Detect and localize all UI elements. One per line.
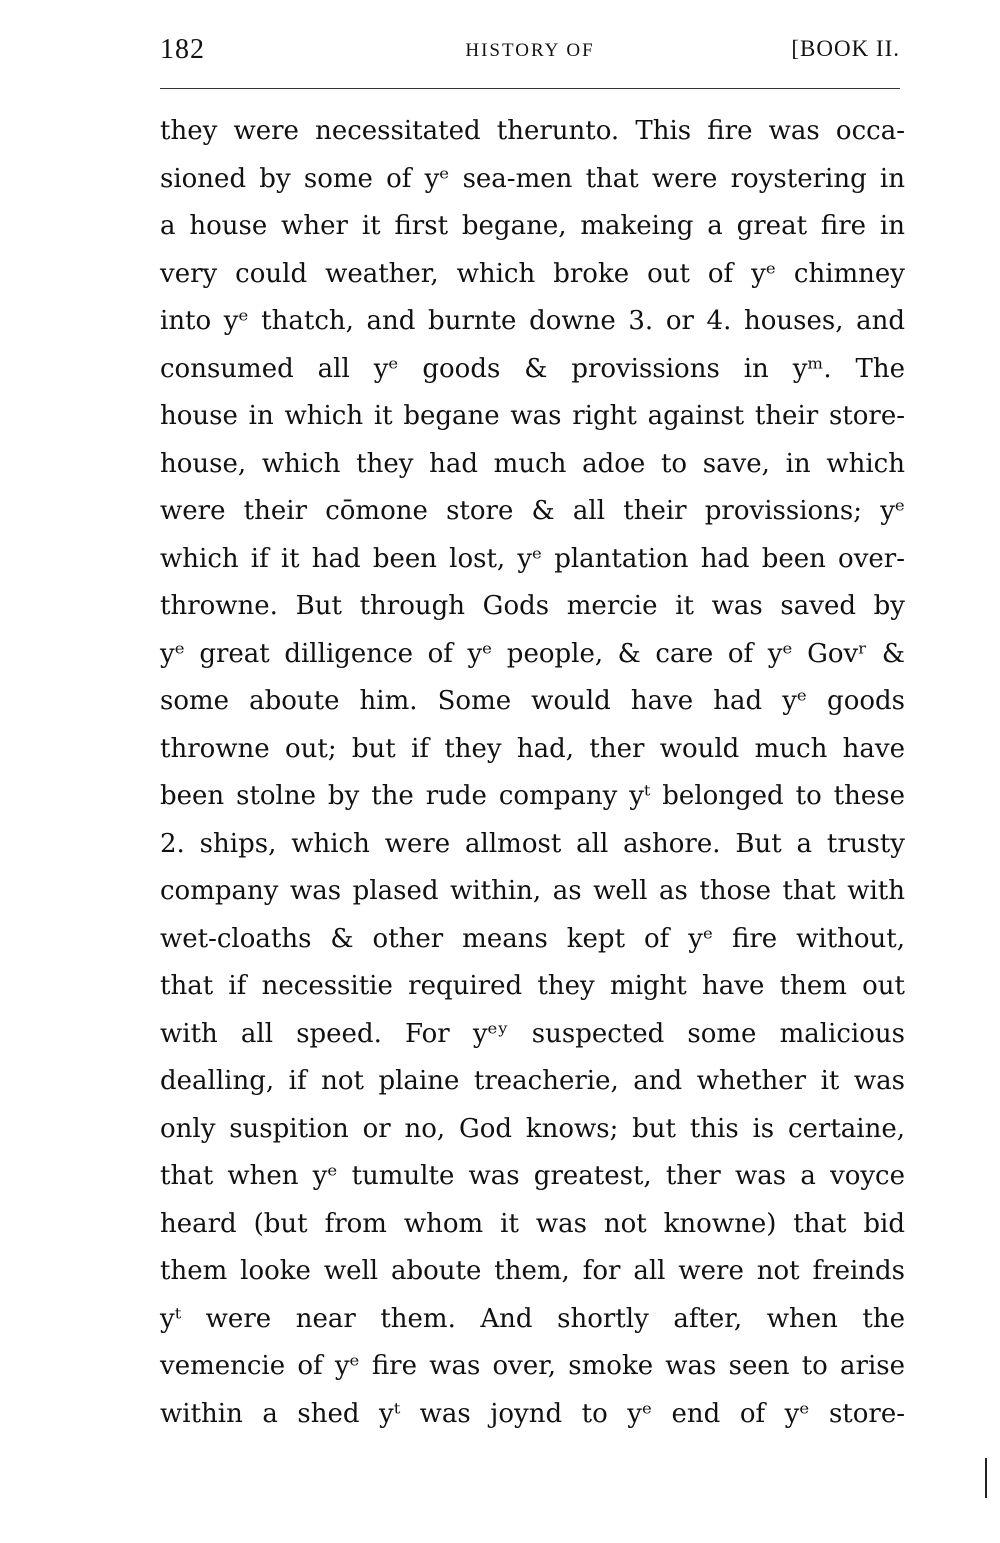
- text-line: that when yᵉ tumulte was greatest, ther was a voyce: [160, 1161, 905, 1191]
- text-line: which if it had been lost, yᵉ plantation had been over-: [160, 543, 905, 574]
- text-line: consumed all yᵉ goods & provissions in yᵐ. The: [160, 353, 905, 384]
- page-number: 182: [160, 34, 205, 65]
- running-header: [160, 34, 900, 74]
- text-line: 2. ships, which were allmost all ashore. But a trusty: [160, 828, 905, 859]
- running-title: HISTORY OF: [465, 40, 595, 61]
- text-line: they were necessitated therunto. This fire was occa-: [160, 116, 905, 146]
- text-line: house, which they had much adoe to save, in which: [160, 448, 905, 479]
- text-line: yᵗ were near them. And shortly after, when the: [160, 1303, 905, 1334]
- text-line: wet-cloaths & other means kept of yᵉ fire without,: [160, 923, 905, 954]
- text-line: sioned by some of yᵉ sea-men that were roystering in: [160, 163, 905, 194]
- text-line: within a shed yᵗ was joynd to yᵉ end of yᵉ store-: [160, 1398, 905, 1429]
- text-line: some aboute him. Some would have had yᵉ goods: [160, 686, 905, 716]
- text-line: into yᵉ thatch, and burnte downe 3. or 4. houses, and: [160, 306, 905, 336]
- text-line: throwne. But through Gods mercie it was saved by: [160, 591, 905, 621]
- text-line: only suspition or no, God knows; but this is certaine,: [160, 1113, 905, 1144]
- text-line: been stolne by the rude company yᵗ belonged to these: [160, 781, 905, 811]
- text-line: heard (but from whom it was not knowne) that bid: [160, 1208, 905, 1239]
- text-line: company was plased within, as well as those that with: [160, 876, 905, 906]
- text-line: that if necessitie required they might have them out: [160, 971, 905, 1001]
- text-line: dealling, if not plaine treacherie, and whether it was: [160, 1066, 905, 1096]
- text-line: yᵉ great dilligence of yᵉ people, & care of yᵉ Govʳ &: [160, 638, 905, 669]
- text-line: very could weather, which broke out of yᵉ chimney: [160, 258, 905, 289]
- text-line: them looke well aboute them, for all were not freinds: [160, 1256, 905, 1286]
- text-line: house in which it begane was right against their store-: [160, 401, 905, 431]
- body-text: [160, 108, 905, 1438]
- margin-mark: [985, 1458, 987, 1498]
- book-label: [BOOK II.: [791, 36, 900, 61]
- text-line: with all speed. For yᵉʸ suspected some malicious: [160, 1018, 905, 1049]
- header-rule: [160, 88, 900, 89]
- text-line: throwne out; but if they had, ther would much have: [160, 733, 905, 764]
- text-line: a house wher it first begane, makeing a great fire in: [160, 211, 905, 241]
- text-line: were their cōmone store & all their provissions; yᵉ: [160, 496, 905, 526]
- text-line: vemencie of yᵉ fire was over, smoke was seen to arise: [160, 1351, 905, 1381]
